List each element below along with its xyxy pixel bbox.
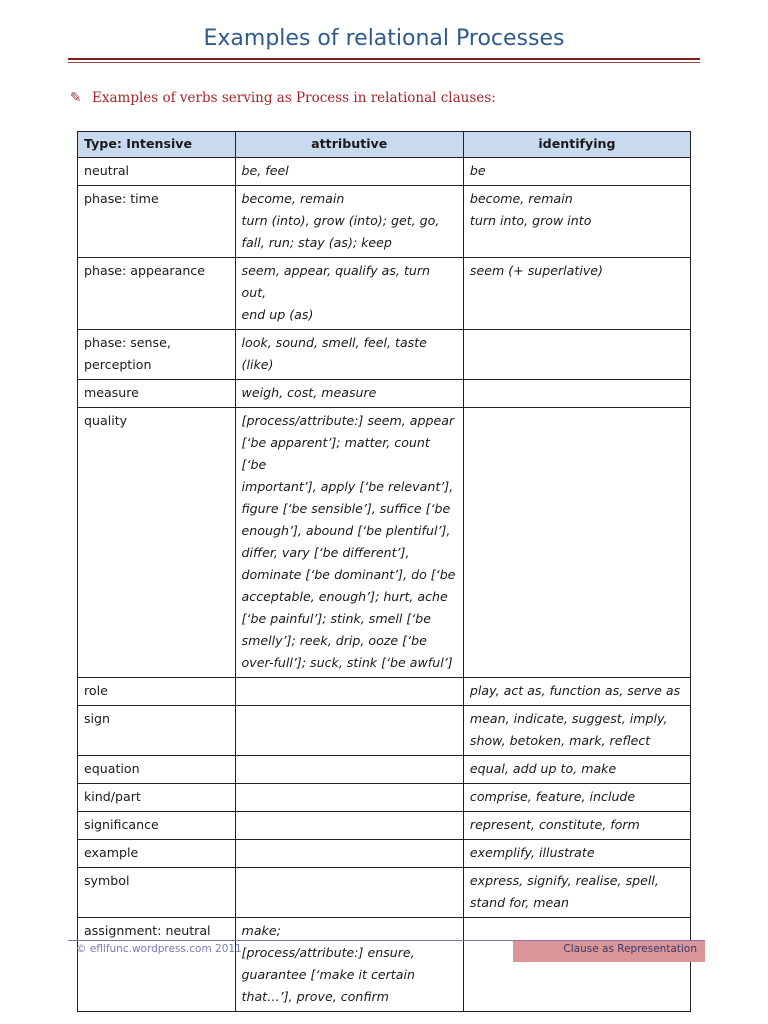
cell-attributive [235, 186, 463, 258]
cell-identifying-line: seem (+ superlative) [469, 263, 603, 278]
cell-identifying-line: become, remain [469, 191, 573, 206]
cell-attributive-line: look, sound, smell, feel, taste (like) [241, 335, 427, 372]
section-heading-text: Examples of verbs serving as Process in relational clauses: [92, 90, 496, 106]
cell-identifying [463, 380, 690, 408]
cell-type: assignment: neutral [78, 918, 236, 1012]
cell-identifying-line: be [469, 163, 486, 178]
cell-identifying-line: show, betoken, mark, reflect [469, 733, 651, 748]
cell-identifying-line: play, act as, function as, serve as [469, 683, 681, 698]
cell-attributive [235, 258, 463, 330]
cell-attributive [235, 706, 463, 756]
cell-attributive-line: [‘be apparent’]; matter, count [‘be [241, 435, 430, 472]
table-row [78, 380, 691, 408]
cell-type: kind/part [78, 784, 236, 812]
table-row [78, 868, 691, 918]
cell-identifying [463, 840, 690, 868]
cell-type: measure [78, 380, 236, 408]
cell-identifying [463, 868, 690, 918]
cell-identifying [463, 812, 690, 840]
footer-section-label: Clause as Representation [513, 941, 705, 962]
cell-type: example [78, 840, 236, 868]
column-header-attributive: attributive [235, 132, 463, 158]
cell-type: phase: sense, perception [78, 330, 236, 380]
cell-attributive-line: fall, run; stay (as); keep [241, 235, 392, 250]
cell-attributive [235, 918, 463, 1012]
cell-attributive [235, 812, 463, 840]
cell-attributive-line: turn (into), grow (into); get, go, [241, 213, 440, 228]
table-row [78, 408, 691, 678]
cell-attributive-line: that…’], prove, confirm [241, 989, 389, 1004]
cell-attributive [235, 868, 463, 918]
title-divider [68, 58, 700, 60]
cell-attributive-line: important’], apply [‘be relevant’], [241, 479, 454, 494]
cell-type: quality [78, 408, 236, 678]
cell-identifying-line: equal, add up to, make [469, 761, 617, 776]
table-row [78, 158, 691, 186]
cell-attributive-line: acceptable, enough’]; hurt, ache [241, 589, 448, 604]
cell-type: equation [78, 756, 236, 784]
cell-identifying-line: turn into, grow into [469, 213, 592, 228]
table-row [78, 812, 691, 840]
table-row [78, 706, 691, 756]
cell-attributive [235, 756, 463, 784]
cell-identifying [463, 784, 690, 812]
cell-attributive [235, 158, 463, 186]
table-row [78, 756, 691, 784]
cell-identifying [463, 678, 690, 706]
cell-identifying [463, 706, 690, 756]
cell-identifying-line: exemplify, illustrate [469, 845, 595, 860]
cell-type: sign [78, 706, 236, 756]
cell-attributive-line: dominate [‘be dominant’], do [‘be [241, 567, 456, 582]
table-body [78, 158, 691, 1012]
cell-identifying [463, 918, 690, 1012]
cell-identifying [463, 258, 690, 330]
cell-attributive-line: make; [241, 923, 281, 938]
cell-attributive-line: guarantee [‘make it certain [241, 967, 415, 982]
cell-attributive-line: [process/attribute:] seem, appear [241, 413, 455, 428]
cell-attributive [235, 784, 463, 812]
cell-attributive-line: seem, appear, qualify as, turn out, [241, 263, 431, 300]
column-header-identifying: identifying [463, 132, 690, 158]
cell-attributive [235, 408, 463, 678]
cell-identifying-line: stand for, mean [469, 895, 569, 910]
cell-attributive-line: [process/attribute:] ensure, [241, 945, 415, 960]
pencil-bullet-icon: ✎ [70, 90, 82, 106]
cell-attributive-line: figure [‘be sensible’], suffice [‘be [241, 501, 451, 516]
cell-attributive-line: over-full’]; suck, stink [‘be awful’] [241, 655, 453, 670]
cell-identifying [463, 756, 690, 784]
cell-identifying-line: represent, constitute, form [469, 817, 640, 832]
cell-type: role [78, 678, 236, 706]
table-row [78, 186, 691, 258]
table-row [78, 258, 691, 330]
cell-attributive-line: enough’], abound [‘be plentiful’], [241, 523, 451, 538]
relational-process-table [77, 131, 691, 1012]
table-row [78, 678, 691, 706]
table-row [78, 918, 691, 1012]
cell-identifying [463, 186, 690, 258]
cell-attributive [235, 840, 463, 868]
table-row [78, 784, 691, 812]
cell-identifying-line: express, signify, realise, spell, [469, 873, 659, 888]
cell-identifying [463, 158, 690, 186]
page-title: Examples of relational Processes [203, 26, 565, 51]
cell-type: phase: time [78, 186, 236, 258]
cell-type: symbol [78, 868, 236, 918]
table-header-row [78, 132, 691, 158]
cell-type: neutral [78, 158, 236, 186]
footer-copyright: © efllfunc.wordpress.com 2011 [76, 943, 242, 955]
cell-identifying-line: mean, indicate, suggest, imply, [469, 711, 668, 726]
column-header-type: Type: Intensive [78, 132, 236, 158]
cell-type: phase: appearance [78, 258, 236, 330]
cell-attributive-line: smelly’]; reek, drip, ooze [‘be [241, 633, 427, 648]
section-heading [70, 90, 496, 106]
cell-attributive-line: be, feel [241, 163, 289, 178]
table-row [78, 330, 691, 380]
title-divider-thin [68, 62, 700, 63]
cell-attributive [235, 678, 463, 706]
table-row [78, 840, 691, 868]
cell-identifying-line: comprise, feature, include [469, 789, 636, 804]
cell-attributive-line: end up (as) [241, 307, 314, 322]
cell-attributive [235, 380, 463, 408]
cell-attributive-line: weigh, cost, measure [241, 385, 377, 400]
cell-attributive-line: differ, vary [‘be different’], [241, 545, 410, 560]
cell-type: significance [78, 812, 236, 840]
cell-attributive-line: [‘be painful’]; stink, smell [‘be [241, 611, 431, 626]
cell-identifying [463, 330, 690, 380]
cell-attributive-line: become, remain [241, 191, 345, 206]
cell-identifying [463, 408, 690, 678]
cell-attributive [235, 330, 463, 380]
